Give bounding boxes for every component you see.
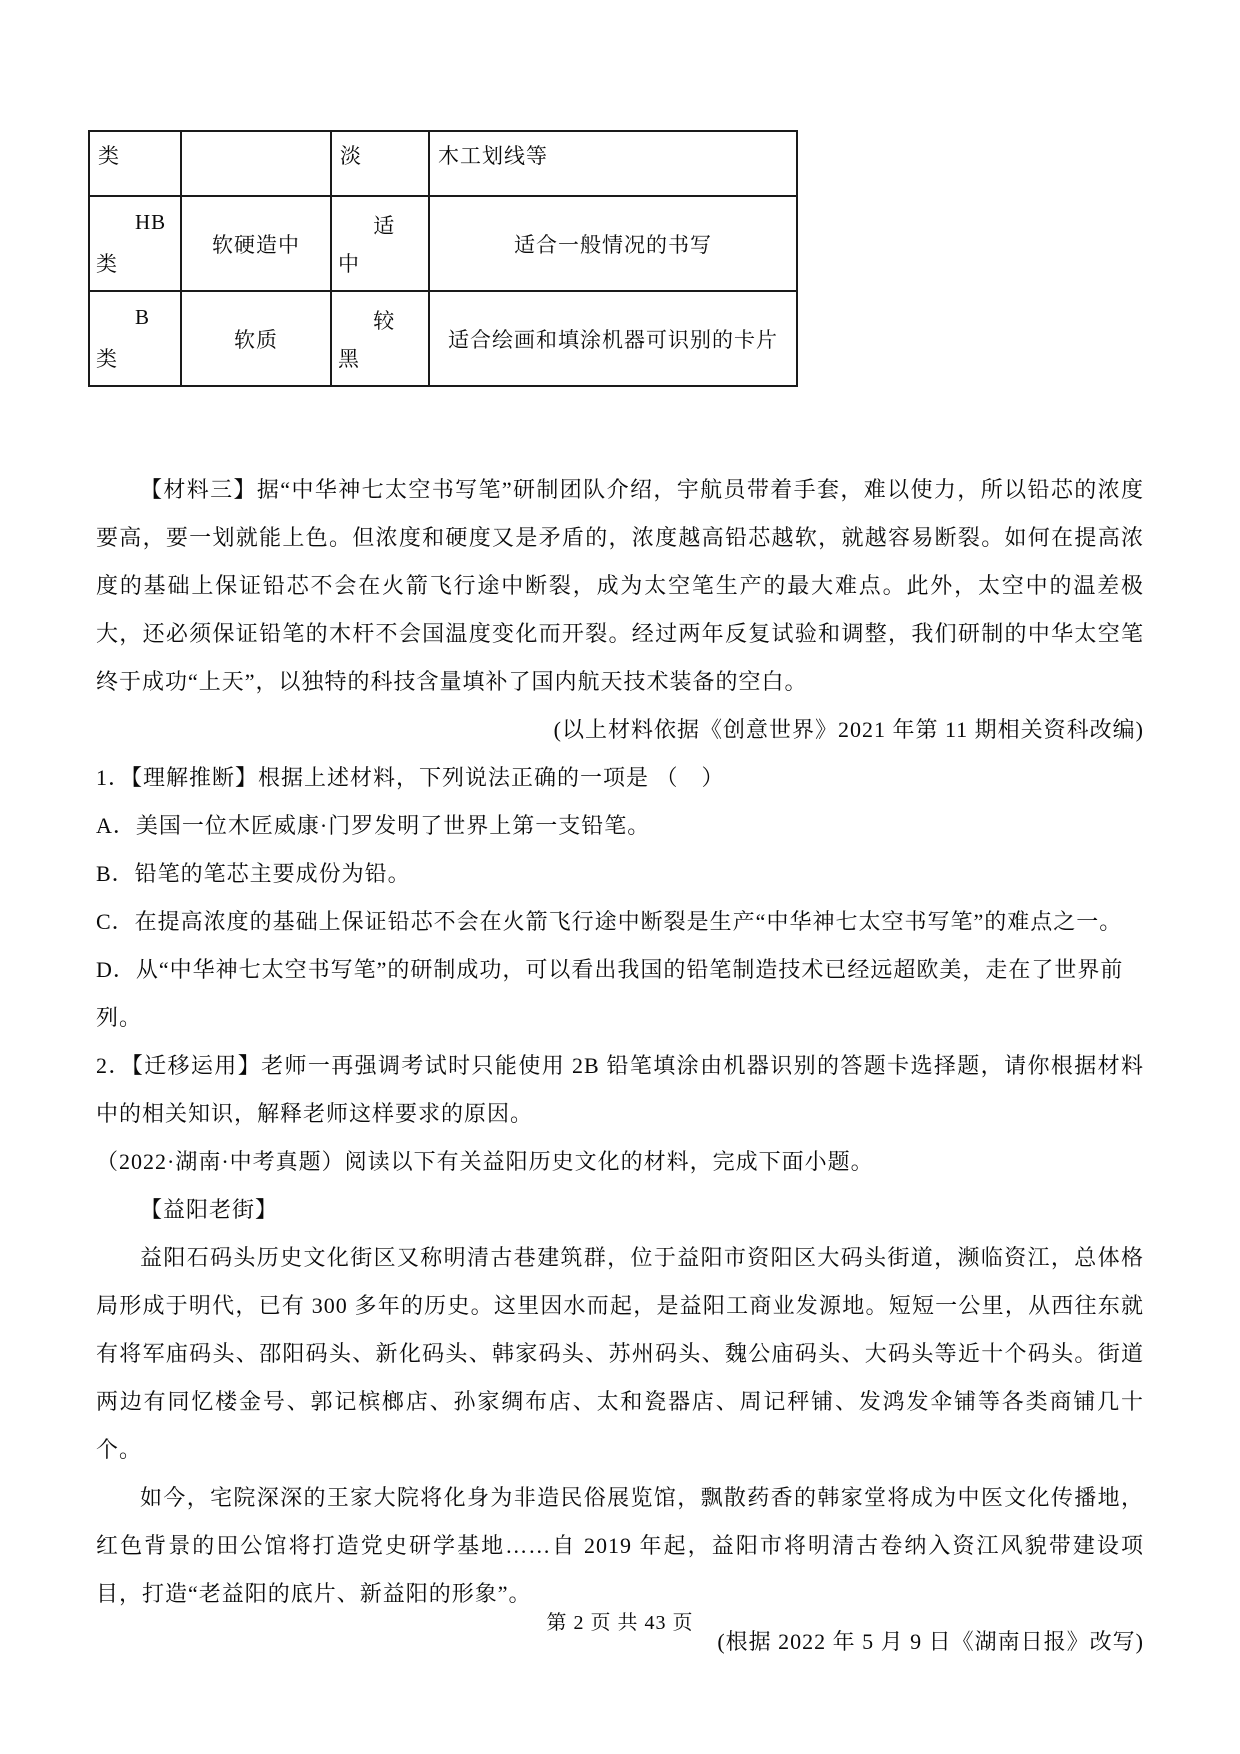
table-cell	[429, 131, 797, 196]
rewrite-source-note: (根据 2022 年 5 月 9 日《湖南日报》改写)	[717, 1629, 1144, 1654]
cell-text: 中	[338, 251, 360, 276]
wrapped-cell-lines	[90, 206, 180, 282]
cell-text: 木工划线等	[438, 144, 548, 168]
cell-text: 适	[373, 213, 396, 238]
pencil-grade-table	[88, 130, 798, 387]
table-cell	[181, 196, 331, 291]
cell-text: 类	[96, 346, 118, 371]
table-cell	[181, 131, 331, 196]
table-cell	[89, 131, 181, 196]
cell-text: 黑	[338, 346, 360, 371]
option-a: A．美国一位木匠威康·门罗发明了世界上第一支铅笔。	[96, 813, 651, 838]
table-cell	[429, 196, 797, 291]
table-row	[89, 291, 797, 386]
yiyang-paragraph-2: 如今，宅院深深的王家大院将化身为非造民俗展览馆，飘散药香的韩家堂将成为中医文化传播地，红色背景的田公馆将打造党史研学基地……自 2019 年起，益阳市将明清古卷纳入资江风貌带建设项目，打造“老益阳的底片、新益阳的形象”。	[96, 1485, 1144, 1606]
wrapped-cell-lines	[332, 301, 428, 377]
yiyang-paragraph-1: 益阳石码头历史文化街区又称明清古巷建筑群，位于益阳市资阳区大码头街道，濒临资江，总体格局形成于明代，已有 300 多年的历史。这里因水而起，是益阳工商业发源地。短短一公里，从西往东就有将军庙码头、邵阳码头、新化码头、韩家码头、苏州码头、魏公庙码头、大码头等近十个码头。街道两边有同忆楼金号、郭记槟榔店、孙家绸布店、太和瓷器店、周记秤铺、发鸿发伞铺等各类商铺几十个。	[96, 1245, 1144, 1462]
question-2: 2．【迁移运用】老师一再强调考试时只能使用 2B 铅笔填涂由机器识别的答题卡选择题，请你根据材料中的相关知识，解释老师这样要求的原因。	[96, 1053, 1144, 1126]
cell-text: 适合绘画和填涂机器可识别的卡片	[448, 327, 778, 352]
wrapped-cell-lines	[332, 206, 428, 282]
table-row	[89, 131, 797, 196]
table-cell	[331, 131, 429, 196]
cell-text: 类	[98, 144, 120, 168]
cell-text: 软质	[234, 327, 278, 352]
wrapped-cell-lines	[90, 301, 180, 377]
cell-text: HB	[135, 209, 167, 234]
table-cell	[331, 196, 429, 291]
option-d: D．从“中华神七太空书写笔”的研制成功，可以看出我国的铅笔制造技术已经远超欧美，走在了世界前列。	[96, 957, 1124, 1030]
table-cell	[89, 196, 181, 291]
option-c: C．在提高浓度的基础上保证铅芯不会在火箭飞行途中断裂是生产“中华神七太空书写笔”的难点之一。	[96, 909, 1123, 934]
option-b: B．铅笔的笔芯主要成份为铅。	[96, 861, 411, 886]
page-number-footer: 第 2 页 共 43 页	[546, 1612, 694, 1634]
exam-source-line: （2022·湖南·中考真题）阅读以下有关益阳历史文化的材料，完成下面小题。	[96, 1149, 874, 1174]
material3-paragraph: 【材料三】据“中华神七太空书写笔”研制团队介绍，宇航员带着手套，难以使力，所以铅芯的浓度要高，要一划就能上色。但浓度和硬度又是矛盾的，浓度越高铅芯越软，就越容易断裂。如何在提高浓度的基础上保证铅芯不会在火箭飞行途中断裂，成为太空笔生产的最大难点。此外，太空中的温差极大，还必须保证铅笔的木杆不会国温度变化而开裂。经过两年反复试验和调整，我们研制的中华太空笔终于成功“上天”，以独特的科技含量填补了国内航天技术装备的空白。	[96, 477, 1144, 694]
document-body	[96, 466, 1144, 1666]
cell-text: 类	[96, 251, 118, 276]
table-cell	[331, 291, 429, 386]
cell-text: 较	[373, 308, 396, 333]
material-source-note: (以上材料依据《创意世界》2021 年第 11 期相关资科改编)	[553, 717, 1144, 742]
table-row	[89, 196, 797, 291]
table-cell	[89, 291, 181, 386]
table-cell	[181, 291, 331, 386]
cell-text: 适合一般情况的书写	[514, 232, 712, 257]
cell-text: B	[135, 304, 151, 329]
cell-text: 软硬造中	[212, 232, 300, 257]
section-title-yiyang: 【益阳老街】	[140, 1197, 279, 1222]
cell-text: 淡	[340, 144, 362, 168]
table-cell	[429, 291, 797, 386]
question-1: 1．【理解推断】根据上述材料，下列说法正确的一项是 （ ）	[96, 765, 725, 790]
